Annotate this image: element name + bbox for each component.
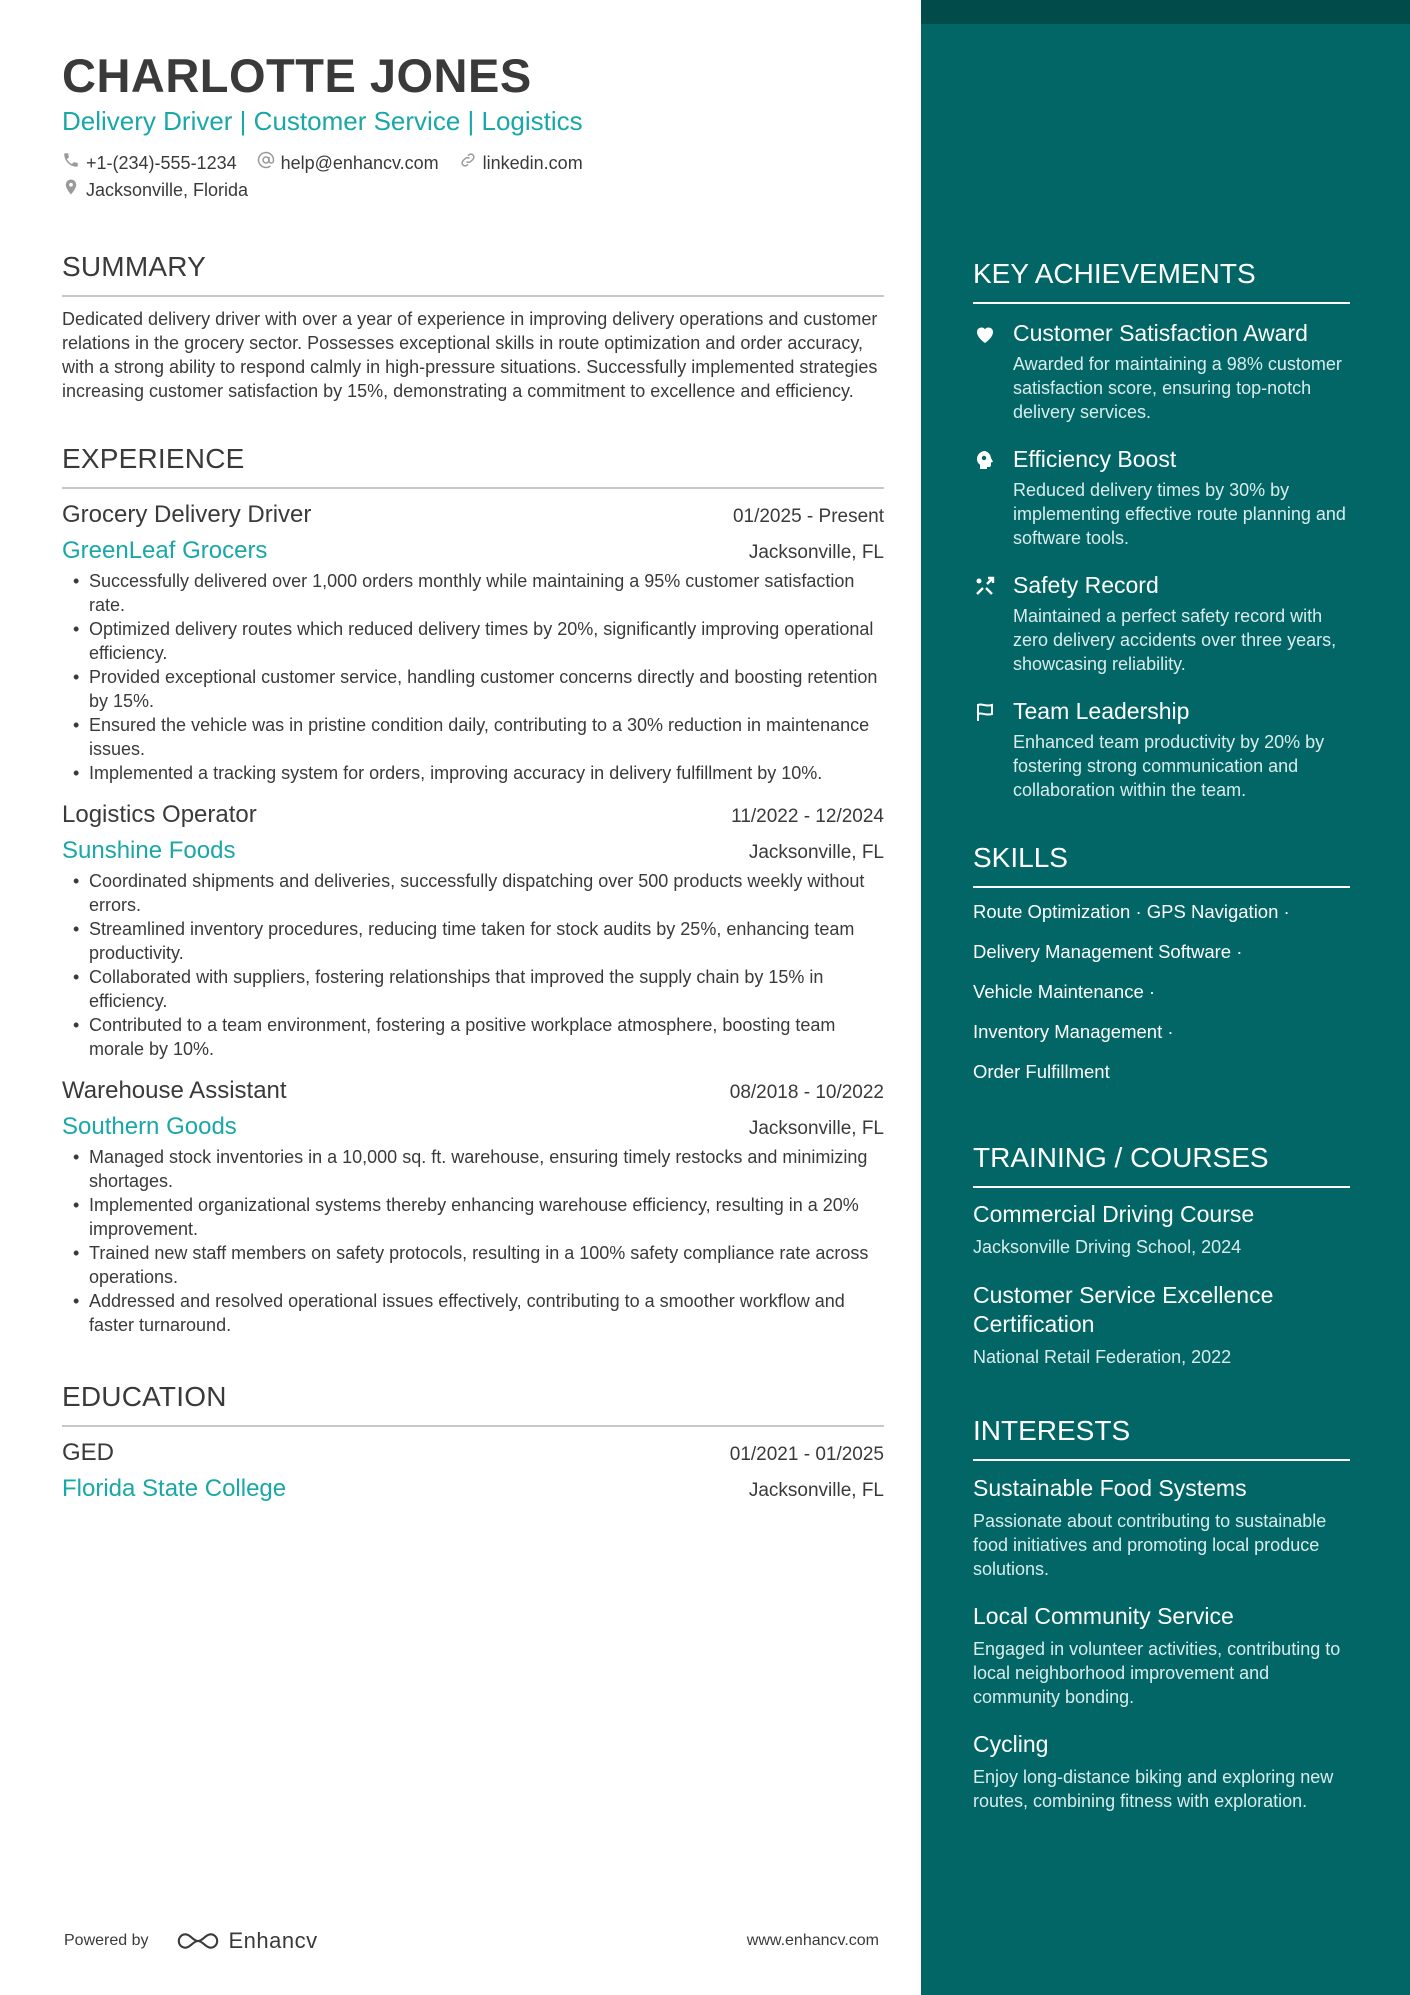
headline: Delivery Driver | Customer Service | Logistics — [62, 106, 583, 136]
job-location: Jacksonville, FL — [748, 542, 884, 563]
bullet-item: • Managed stock inventories in a 10,000 sq. ft. warehouse, ensuring timely restocks and minimizing shortages. — [62, 1145, 884, 1193]
brand-logo[interactable] — [175, 1928, 318, 1954]
achievement-desc: Reduced delivery times by 30% by implementing effective route planning and software tools. — [1013, 480, 1346, 548]
interest-item — [973, 1473, 1350, 1581]
training-heading: TRAINING / COURSES — [973, 1140, 1350, 1188]
education-heading: EDUCATION — [62, 1379, 884, 1427]
bullet-item: • Collaborated with suppliers, fostering relationships that improved the supply chain by 15% in efficiency. — [62, 965, 884, 1013]
interest-item — [973, 1601, 1350, 1709]
route-icon — [973, 570, 1013, 676]
job-entry — [62, 799, 884, 1061]
achievement-desc: Enhanced team productivity by 20% by fostering strong communication and collaboration within the team. — [1013, 732, 1325, 800]
summary-heading: SUMMARY — [62, 249, 884, 297]
interest-desc: Enjoy long-distance biking and exploring new routes, combining fitness with exploration. — [973, 1767, 1334, 1811]
powered-by — [64, 1928, 318, 1954]
achievement-title: Team Leadership — [1013, 698, 1190, 724]
education-location: Jacksonville, FL — [748, 1480, 884, 1501]
course-title: Customer Service Excellence Certification — [973, 1282, 1274, 1337]
summary-text: Dedicated delivery driver with over a year of experience in improving delivery operations and customer relations in the grocery sector. Possesses exceptional skills in route optimization and order accuracy, with a strong ability to respond calmly in high-pressure situations. Successfully implemented strategies increasing customer satisfaction by 15%, demonstrating a commitment to excellence and efficiency. — [62, 309, 878, 401]
skills-section — [973, 840, 1350, 1084]
bullet-item: • Optimized delivery routes which reduced delivery times by 20%, significantly improving operational efficiency. — [62, 617, 884, 665]
school-name: Florida State College — [62, 1475, 287, 1502]
powered-by-label: Powered by — [64, 1932, 149, 1949]
achievement-item — [973, 570, 1350, 676]
course-provider: Jacksonville Driving School, 2024 — [973, 1237, 1242, 1257]
course-title: Commercial Driving Course — [973, 1201, 1255, 1227]
degree: GED — [62, 1439, 115, 1466]
job-title: Warehouse Assistant — [62, 1077, 287, 1104]
achievement-title: Customer Satisfaction Award — [1013, 320, 1308, 346]
summary-section — [62, 249, 884, 403]
brain-icon — [973, 444, 1013, 550]
job-bullets — [62, 569, 884, 785]
location-contact — [62, 177, 884, 203]
interest-item — [973, 1729, 1350, 1813]
achievements-section — [973, 256, 1350, 802]
job-dates: 01/2025 - Present — [732, 506, 884, 527]
bullet-item: • Trained new staff members on safety protocols, resulting in a 100% safety compliance rate across operations. — [62, 1241, 884, 1289]
brand-name: Enhancv — [228, 1928, 318, 1953]
main-column — [62, 48, 884, 1505]
interest-desc: Engaged in volunteer activities, contributing to local neighborhood improvement and community bonding. — [973, 1639, 1341, 1707]
achievement-desc: Awarded for maintaining a 98% customer satisfaction score, ensuring top-notch delivery services. — [1013, 354, 1342, 422]
interest-title: Local Community Service — [973, 1603, 1234, 1629]
bullet-item: • Contributed to a team environment, fostering a positive workplace atmosphere, boosting team morale by 10%. — [62, 1013, 884, 1061]
bullet-item: • Implemented a tracking system for orders, improving accuracy in delivery fulfillment by 10%. — [62, 761, 884, 785]
training-section — [973, 1140, 1350, 1369]
job-title: Logistics Operator — [62, 801, 257, 828]
achievement-title: Efficiency Boost — [1013, 446, 1177, 472]
contact-row — [62, 150, 884, 176]
flag-icon — [973, 696, 1013, 802]
job-title: Grocery Delivery Driver — [62, 501, 312, 528]
achievements-heading: KEY ACHIEVEMENTS — [973, 256, 1350, 304]
sidebar — [921, 0, 1410, 1995]
bullet-item: • Successfully delivered over 1,000 orders monthly while maintaining a 95% customer satisfaction rate. — [62, 569, 884, 617]
interests-heading: INTERESTS — [973, 1413, 1350, 1461]
candidate-name: CHARLOTTE JONES — [62, 49, 532, 102]
company-name: Southern Goods — [62, 1113, 237, 1140]
experience-heading: EXPERIENCE — [62, 441, 884, 489]
linkedin-contact[interactable] — [459, 150, 583, 176]
at-icon — [257, 150, 275, 176]
job-bullets — [62, 1145, 884, 1337]
skill-line: Inventory Management · — [973, 1021, 1174, 1042]
interest-title: Cycling — [973, 1731, 1049, 1757]
bullet-item: • Coordinated shipments and deliveries, successfully dispatching over 500 products weekly without errors. — [62, 869, 884, 917]
phone-text: +1-(234)-555-1234 — [86, 153, 237, 173]
email-contact[interactable] — [257, 150, 439, 176]
bullet-item: • Streamlined inventory procedures, reducing time taken for stock audits by 25%, enhancing team productivity. — [62, 917, 884, 965]
phone-contact[interactable] — [62, 150, 237, 176]
heart-icon — [973, 318, 1013, 424]
education-dates: 01/2021 - 01/2025 — [729, 1444, 884, 1465]
location-pin-icon — [62, 177, 80, 203]
bullet-item: • Addressed and resolved operational issues effectively, contributing to a smoother workflow and faster turnaround. — [62, 1289, 884, 1337]
job-dates: 08/2018 - 10/2022 — [729, 1082, 884, 1103]
bullet-item: • Provided exceptional customer service, handling customer concerns directly and boosting retention by 15%. — [62, 665, 884, 713]
course-provider: National Retail Federation, 2022 — [973, 1347, 1232, 1367]
company-name: Sunshine Foods — [62, 837, 236, 864]
achievement-item — [973, 318, 1350, 424]
skill-line: Delivery Management Software · — [973, 941, 1243, 962]
interests-section — [973, 1413, 1350, 1813]
course-item — [973, 1281, 1350, 1369]
location-text: Jacksonville, Florida — [86, 180, 249, 200]
skill-line: Order Fulfillment — [973, 1061, 1110, 1082]
job-entry — [62, 1075, 884, 1337]
achievement-desc: Maintained a perfect safety record with zero delivery accidents over three years, showcasing reliability. — [1013, 606, 1337, 674]
job-entry — [62, 499, 884, 785]
experience-section — [62, 441, 884, 1337]
footer — [64, 1928, 879, 1954]
bullet-item: • Implemented organizational systems thereby enhancing warehouse efficiency, resulting in a 20% improvement. — [62, 1193, 884, 1241]
job-location: Jacksonville, FL — [748, 1118, 884, 1139]
website-link[interactable]: www.enhancv.com — [746, 1932, 879, 1949]
phone-icon — [62, 150, 80, 176]
education-section — [62, 1379, 884, 1505]
bullet-item: • Ensured the vehicle was in pristine condition daily, contributing to a 30% reduction in maintenance issues. — [62, 713, 884, 761]
achievement-item — [973, 444, 1350, 550]
interest-desc: Passionate about contributing to sustainable food initiatives and promoting local produce solutions. — [973, 1511, 1327, 1579]
link-icon — [459, 150, 477, 176]
achievement-item — [973, 696, 1350, 802]
skill-line: Route Optimization · GPS Navigation · — [973, 901, 1290, 922]
course-item — [973, 1200, 1350, 1259]
job-dates: 11/2022 - 12/2024 — [731, 806, 884, 827]
linkedin-text: linkedin.com — [482, 153, 583, 173]
achievement-title: Safety Record — [1013, 572, 1159, 598]
job-location: Jacksonville, FL — [748, 842, 884, 863]
interest-title: Sustainable Food Systems — [973, 1475, 1247, 1501]
enhancv-logo-icon — [175, 1929, 221, 1953]
skill-line: Vehicle Maintenance · — [973, 981, 1156, 1002]
skills-heading: SKILLS — [973, 840, 1350, 888]
sidebar-top-bar — [921, 0, 1410, 24]
education-entry — [62, 1437, 884, 1505]
company-name: GreenLeaf Grocers — [62, 537, 268, 564]
email-text: help@enhancv.com — [280, 153, 439, 173]
job-bullets — [62, 869, 884, 1061]
